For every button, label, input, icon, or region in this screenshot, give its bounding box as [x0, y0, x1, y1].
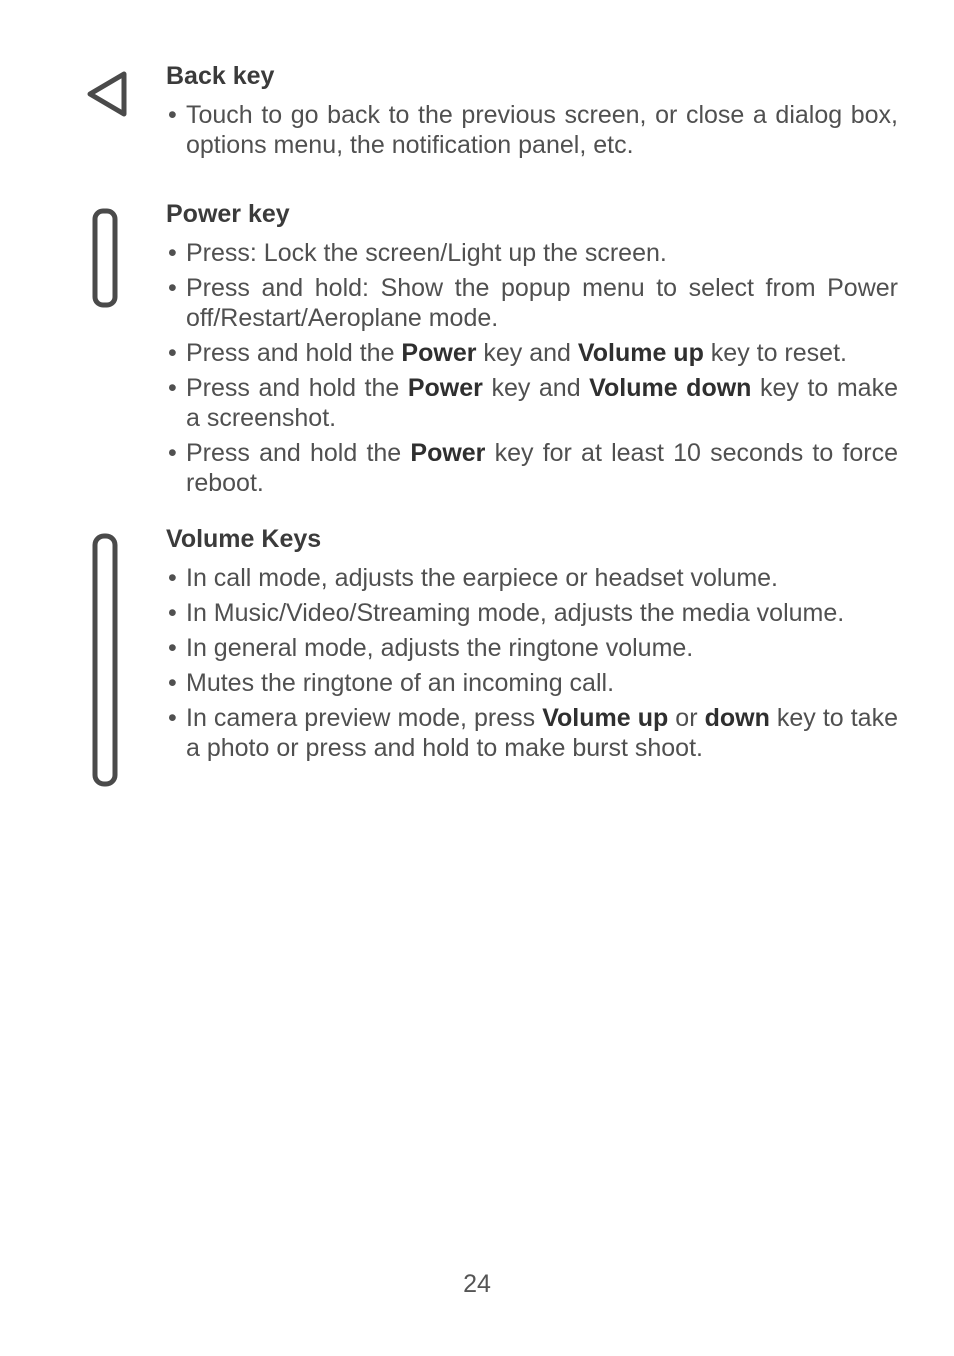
list-item	[166, 273, 898, 333]
list-item-text: In camera preview mode, press	[186, 704, 543, 732]
list-item	[166, 668, 898, 698]
bold-term: Volume down	[589, 374, 752, 402]
list-item	[166, 438, 898, 498]
volume-keys-heading: Volume Keys	[166, 525, 322, 553]
volume-button-icon	[91, 533, 121, 792]
list-item	[166, 598, 898, 628]
back-triangle-icon	[84, 70, 128, 123]
bold-term: Volume up	[542, 704, 669, 732]
list-item	[166, 238, 898, 268]
list-item: • Touch to go back to the previous screen, or close a dialog box, options menu, the notification panel, etc.	[166, 100, 898, 160]
volume-keys-list	[166, 563, 898, 763]
list-item-text: In call mode, adjusts the earpiece or headset volume.	[186, 564, 779, 592]
power-key-list	[166, 238, 898, 498]
list-item-text: In Music/Video/Streaming mode, adjusts the media volume.	[186, 599, 845, 627]
bold-term: Power	[407, 374, 483, 402]
power-button-icon	[91, 208, 121, 313]
list-item-text: key and	[476, 339, 578, 367]
list-item-text: Press: Lock the screen/Light up the screen.	[186, 239, 667, 267]
list-item-text: In general mode, adjusts the ringtone volume.	[186, 634, 694, 662]
list-item-text: key for at least 10 seconds to force reboot.	[186, 439, 899, 497]
list-item-text: Press and hold: Show the popup menu to select from Power off/Restart/Aeroplane mode.	[186, 274, 898, 332]
list-item-text: Press and hold the	[186, 339, 402, 367]
list-item	[166, 563, 898, 593]
list-item-text: Press and hold the	[186, 374, 408, 402]
power-key-content	[166, 198, 898, 503]
list-item-text: Press and hold the	[186, 439, 411, 467]
list-item-text: key to make a screenshot.	[186, 374, 898, 432]
bold-term: down	[704, 704, 770, 732]
bold-term: Power	[410, 439, 486, 467]
page-number: 24	[463, 1270, 491, 1298]
bold-term: Volume up	[577, 339, 704, 367]
volume-keys-content	[166, 523, 898, 768]
list-item	[166, 703, 898, 763]
list-item-text: or	[668, 704, 705, 732]
list-item	[166, 338, 898, 368]
bold-term: Power	[401, 339, 477, 367]
list-item-text: key to take a photo or press and hold to make burst shoot.	[186, 704, 898, 762]
list-item	[166, 633, 898, 663]
list-item	[166, 373, 898, 433]
list-item-text: key to reset.	[703, 339, 847, 367]
list-item-text: key and	[482, 374, 590, 402]
back-key-list	[166, 100, 898, 160]
back-key-heading: Back key	[166, 62, 275, 90]
back-key-content	[166, 60, 898, 165]
power-key-heading: Power key	[166, 200, 290, 228]
list-item-text: Mutes the ringtone of an incoming call.	[186, 669, 615, 697]
